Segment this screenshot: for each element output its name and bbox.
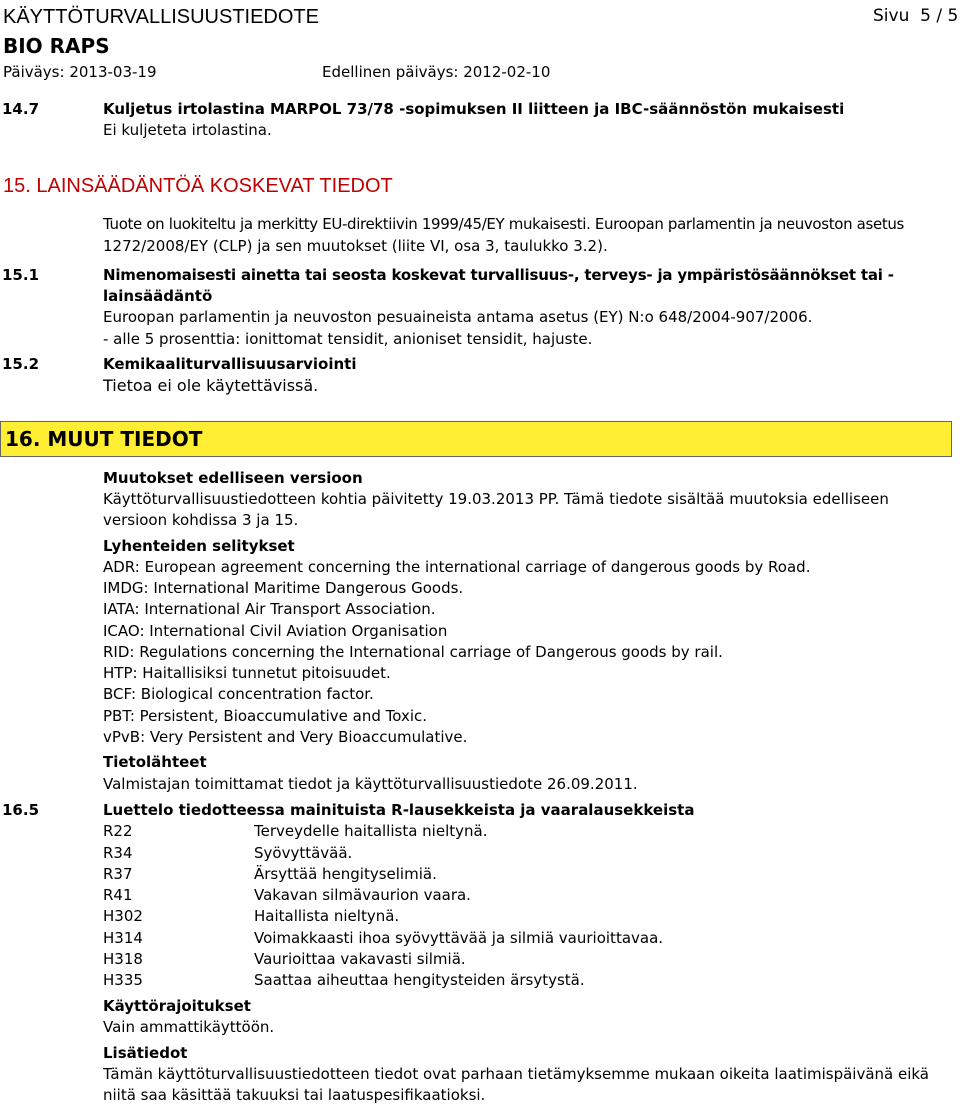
phrase-text: Ärsyttää hengityselimiä. xyxy=(254,865,437,883)
phrase-text: Terveydelle haitallista nieltynä. xyxy=(254,822,488,840)
section-text-14-7: Ei kuljeteta irtolastina. xyxy=(103,121,272,139)
abbreviation-item: HTP: Haitallisiksi tunnetut pitoisuudet. xyxy=(103,664,391,682)
product-name: BIO RAPS xyxy=(3,34,110,58)
abbreviation-item: ICAO: International Civil Aviation Organisation xyxy=(103,622,448,640)
previous-date: Edellinen päiväys: 2012-02-10 xyxy=(322,63,551,81)
abbreviation-item: RID: Regulations concerning the International carriage of Dangerous goods by rail. xyxy=(103,643,723,661)
phrase-text: Saattaa aiheuttaa hengitysteiden ärsytystä. xyxy=(254,971,585,989)
section-title-15-2: Kemikaaliturvallisuusarviointi xyxy=(103,355,357,373)
document-title: KÄYTTÖTURVALLISUUSTIEDOTE xyxy=(3,6,319,28)
phrase-code: H314 xyxy=(103,929,143,947)
changes-text-line-2: versioon kohdissa 3 ja 15. xyxy=(103,511,299,529)
additional-info-title: Lisätiedot xyxy=(103,1044,188,1062)
phrase-code: H318 xyxy=(103,950,143,968)
restrictions-text: Vain ammattikäyttöön. xyxy=(103,1018,275,1036)
section-title-16-5: Luettelo tiedotteessa mainituista R-lausekkeista ja vaaralausekkeista xyxy=(103,801,695,819)
additional-info-line-1: Tämän käyttöturvallisuustiedotteen tiedot ovat parhaan tietämyksemme mukaan oikeita laatimispäivänä eikä xyxy=(103,1065,930,1083)
section-title-15-1-line-2: lainsäädäntö xyxy=(103,287,213,305)
abbreviation-item: IATA: International Air Transport Association. xyxy=(103,600,436,618)
section-text-15-1-line-2: - alle 5 prosenttia: ionittomat tensidit, anioniset tensidit, hajuste. xyxy=(103,330,593,348)
abbreviation-item: PBT: Persistent, Bioaccumulative and Toxic. xyxy=(103,707,428,725)
section-text-15-2: Tietoa ei ole käytettävissä. xyxy=(103,376,319,395)
restrictions-title: Käyttörajoitukset xyxy=(103,997,251,1015)
abbreviation-item: ADR: European agreement concerning the international carriage of dangerous goods by Road. xyxy=(103,558,811,576)
phrase-code: H335 xyxy=(103,971,143,989)
phrase-text: Syövyttävää. xyxy=(254,844,353,862)
section-number-16-5: 16.5 xyxy=(2,801,40,819)
phrase-text: Voimakkaasti ihoa syövyttävää ja silmiä vaurioittavaa. xyxy=(254,929,664,947)
section-number-15-2: 15.2 xyxy=(2,355,40,373)
section-title-14-7: Kuljetus irtolastina MARPOL 73/78 -sopimuksen II liitteen ja IBC-säännöstön mukaisesti xyxy=(103,100,845,118)
phrase-text: Vakavan silmävaurion vaara. xyxy=(254,886,471,904)
sources-text: Valmistajan toimittamat tiedot ja käyttöturvallisuustiedote 26.09.2011. xyxy=(103,775,638,793)
abbreviation-item: vPvB: Very Persistent and Very Bioaccumulative. xyxy=(103,728,468,746)
page-count: 5 / 5 xyxy=(920,6,959,26)
phrase-code: R34 xyxy=(103,844,133,862)
abbreviation-item: BCF: Biological concentration factor. xyxy=(103,685,374,703)
abbreviations-title: Lyhenteiden selitykset xyxy=(103,537,295,555)
section-number-15-1: 15.1 xyxy=(2,266,40,284)
page-number xyxy=(873,5,958,27)
section-heading-15: 15. LAINSÄÄDÄNTÖÄ KOSKEVAT TIEDOT xyxy=(3,175,393,197)
section-heading-16: 16. MUUT TIEDOT xyxy=(5,427,203,451)
page-label: Sivu xyxy=(873,6,910,26)
abbreviation-item: IMDG: International Maritime Dangerous Goods. xyxy=(103,579,464,597)
phrase-text: Haitallista nieltynä. xyxy=(254,907,400,925)
section-text-15-1-line-1: Euroopan parlamentin ja neuvoston pesuaineista antama asetus (EY) N:o 648/2004-907/2006. xyxy=(103,308,813,326)
phrase-code: H302 xyxy=(103,907,143,925)
changes-text-line-1: Käyttöturvallisuustiedotteen kohtia päivitetty 19.03.2013 PP. Tämä tiedote sisältää muutoksia edelliseen xyxy=(103,490,889,508)
section-15-intro-line-1: Tuote on luokiteltu ja merkitty EU-direktiivin 1999/45/EY mukaisesti. Euroopan parlamentin ja neuvoston asetus xyxy=(103,215,904,233)
issue-date: Päiväys: 2013-03-19 xyxy=(3,63,157,81)
additional-info-line-2: niitä saa käsittää takuuksi tai laatuspesifikaatioksi. xyxy=(103,1086,486,1104)
phrase-code: R22 xyxy=(103,822,133,840)
phrase-text: Vaurioittaa vakavasti silmiä. xyxy=(254,950,466,968)
phrase-code: R37 xyxy=(103,865,133,883)
section-title-15-1-line-1: Nimenomaisesti ainetta tai seosta koskevat turvallisuus-, terveys- ja ympäristösäännökset tai - xyxy=(103,266,894,284)
sources-title: Tietolähteet xyxy=(103,753,207,771)
changes-title: Muutokset edelliseen versioon xyxy=(103,469,363,487)
phrase-code: R41 xyxy=(103,886,133,904)
section-number-14-7: 14.7 xyxy=(2,100,40,118)
section-15-intro-line-2: 1272/2008/EY (CLP) ja sen muutokset (liite VI, osa 3, taulukko 3.2). xyxy=(103,237,608,255)
